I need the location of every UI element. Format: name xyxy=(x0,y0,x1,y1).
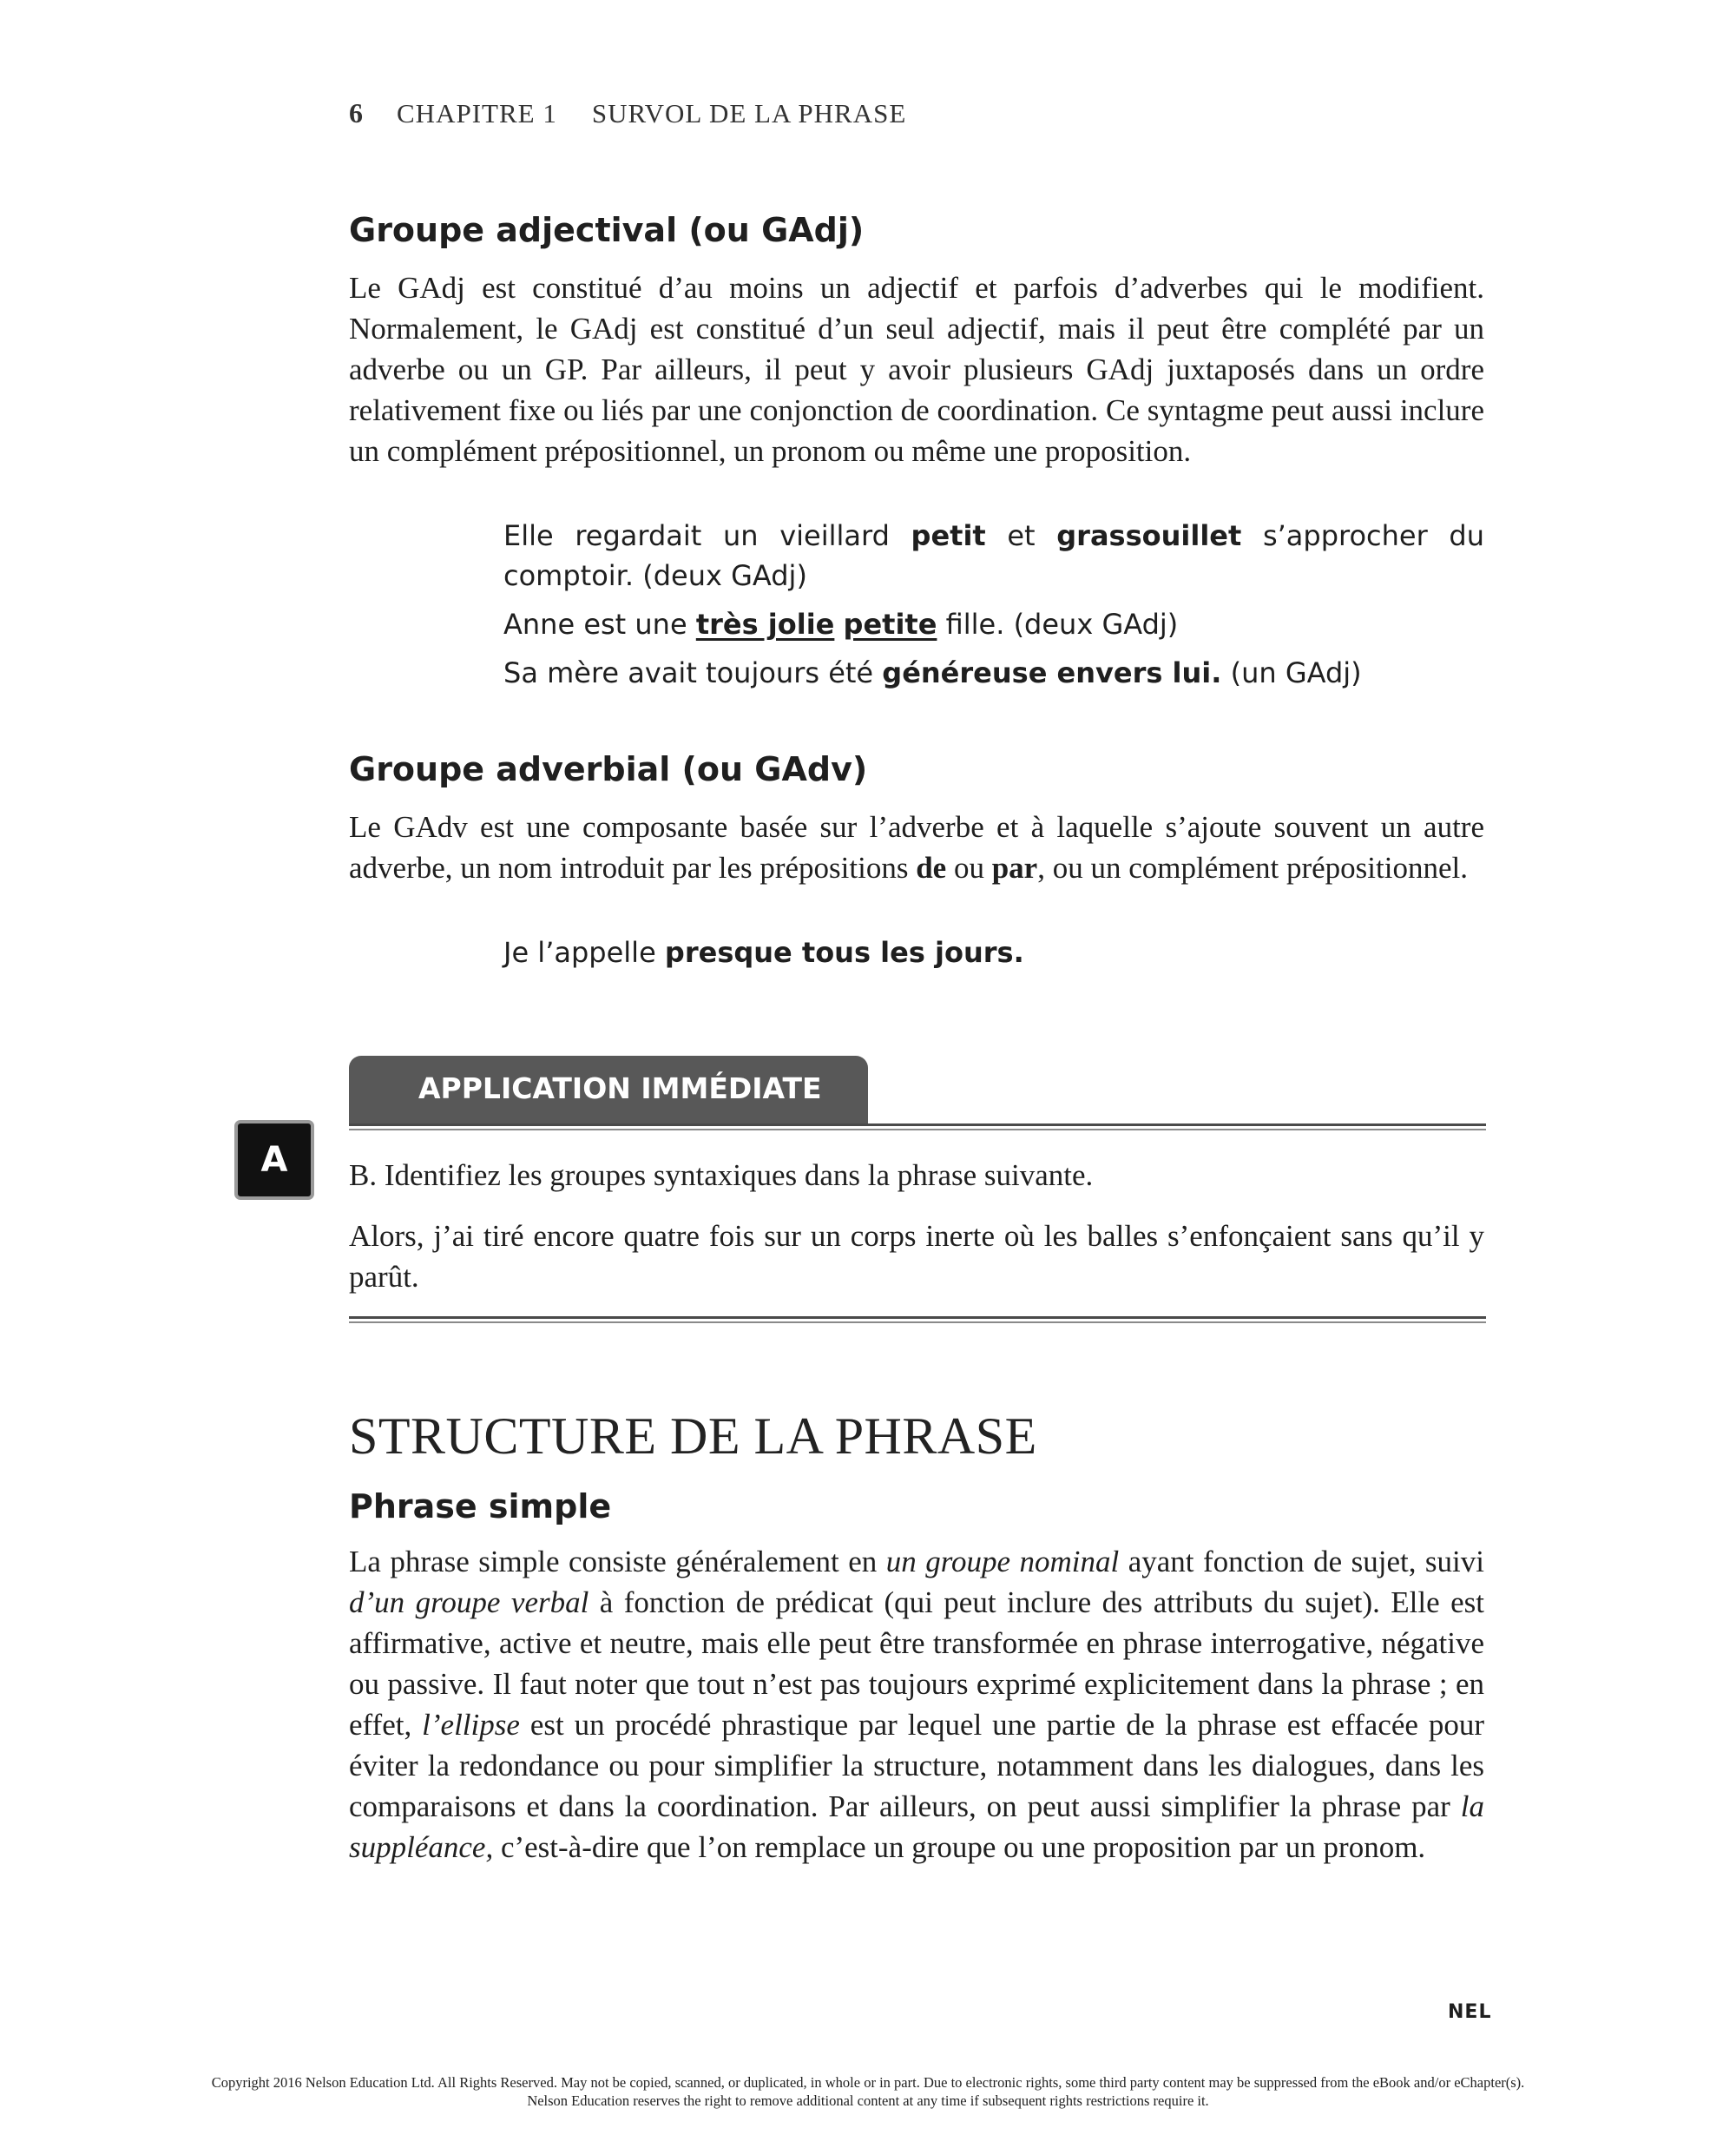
running-header xyxy=(349,97,906,129)
paragraph-text: à fonction de prédicat (qui peut inclure des attributs du sujet). Elle est affirmative, active et neutre, mais elle peut être transformée en phrase interrogative, négative ou passive. Il faut noter que tout n’est pas toujours exprimé explicitement dans la phrase ; en effet, xyxy=(349,1585,1484,1742)
paragraph-term: un groupe nominal xyxy=(885,1545,1120,1578)
divider-rule xyxy=(349,1316,1486,1319)
paragraph-term: d’un groupe verbal xyxy=(349,1585,589,1619)
copyright-line: Nelson Education reserves the right to remove additional content at any time if subsequent rights restrictions require it. xyxy=(527,2092,1209,2109)
answer-badge[interactable]: A xyxy=(234,1120,314,1200)
example-text: Anne est une xyxy=(503,608,696,641)
page-number: 6 xyxy=(349,97,364,128)
copyright-line: Copyright 2016 Nelson Education Ltd. All Rights Reserved. May not be copied, scanned, or duplicated, in whole or in part. Due to electronic rights, some third party content may be suppressed from the eBook and/or eChapter(s). xyxy=(211,2074,1525,2091)
application-sentence: Alors, j’ai tiré encore quatre fois sur un corps inerte où les balles s’enfonçaient sans qu’il y parût. xyxy=(349,1219,1484,1294)
example-text: s’approcher du comptoir. (deux GAdj) xyxy=(503,519,1485,592)
example-emphasis: presque tous les jours. xyxy=(664,936,1024,969)
gadj-example-2 xyxy=(503,604,1484,644)
example-text: fille. (deux GAdj) xyxy=(937,608,1179,641)
paragraph-text: ayant fonction de sujet, suivi xyxy=(1119,1545,1484,1578)
application-tab-label: APPLICATION IMMÉDIATE xyxy=(418,1071,822,1105)
paragraph-text: c’est-à-dire que l’on remplace un groupe ou une proposition par un pronom. xyxy=(493,1830,1426,1864)
paragraph-text: ou xyxy=(946,851,992,885)
application-question: B. Identifiez les groupes syntaxiques dans la phrase suivante. xyxy=(349,1158,1094,1192)
phrase-simple-paragraph xyxy=(349,1541,1484,1868)
example-emphasis: généreuse envers lui. xyxy=(882,656,1222,689)
divider-rule xyxy=(349,1321,1486,1323)
gadv-heading: Groupe adverbial (ou GAdv) xyxy=(349,750,868,788)
gadv-example xyxy=(503,932,1024,972)
paragraph-emphasis: de xyxy=(916,851,947,885)
paragraph-term: la suppléance, xyxy=(349,1789,1484,1864)
paragraph-text: La phrase simple consiste généralement en xyxy=(349,1545,886,1578)
example-text: Sa mère avait toujours été xyxy=(503,656,883,689)
example-text: (un GAdj) xyxy=(1221,656,1362,689)
paragraph-text: Le GAdv est une composante basée sur l’adverbe et à laquelle s’ajoute souvent un autre adverbe, un nom introduit par les prépositions xyxy=(349,810,1484,885)
gadv-paragraph xyxy=(349,807,1484,888)
example-text: Je l’appelle xyxy=(503,936,665,969)
example-text xyxy=(834,608,843,641)
divider-rule xyxy=(349,1123,1486,1126)
example-text: Elle regardait un vieillard xyxy=(503,519,911,552)
gadj-example-3 xyxy=(503,653,1484,693)
application-tab xyxy=(349,1056,868,1123)
example-emphasis: grassouillet xyxy=(1056,519,1242,552)
divider-rule xyxy=(349,1129,1486,1130)
paragraph-emphasis: par xyxy=(991,851,1038,885)
paragraph-text: , ou un complément prépositionnel. xyxy=(1037,851,1468,885)
gadj-examples xyxy=(503,516,1484,702)
phrase-simple-heading: Phrase simple xyxy=(349,1487,612,1525)
example-emphasis: très jolie xyxy=(695,608,835,641)
section-title: STRUCTURE DE LA PHRASE xyxy=(349,1407,1037,1465)
gadj-example-1 xyxy=(503,516,1484,596)
example-emphasis: petite xyxy=(843,608,937,641)
paragraph-term: l’ellipse xyxy=(422,1708,520,1742)
paragraph-text: est un procédé phrastique par lequel une partie de la phrase est effacée pour éviter la redondance ou pour simplifier la structure, notamment dans les dialogues, dans les comparaisons et dans la coordination. Par ailleurs, on peut aussi simplifier la phrase par xyxy=(349,1708,1484,1823)
publisher-mark: NEL xyxy=(1448,2001,1492,2023)
gadj-heading: Groupe adjectival (ou GAdj) xyxy=(349,211,865,249)
example-text: et xyxy=(985,519,1057,552)
example-emphasis: petit xyxy=(911,519,986,552)
chapter-title: SURVOL DE LA PHRASE xyxy=(591,98,907,128)
copyright-notice xyxy=(0,2073,1736,2110)
gadj-paragraph: Le GAdj est constitué d’au moins un adjectif et parfois d’adverbes qui le modifient. Normalement, le GAdj est constitué d’un seul adjectif, mais il peut être complété par un adverbe ou un GP. Par ailleurs, il peut y avoir plusieurs GAdj juxtaposés dans un ordre relativement fixe ou liés par une conjonction de coordination. Ce syntagme peut aussi inclure un complément prépositionnel, un pronom ou même une proposition. xyxy=(349,271,1484,468)
chapter-label: CHAPITRE 1 xyxy=(397,98,557,128)
